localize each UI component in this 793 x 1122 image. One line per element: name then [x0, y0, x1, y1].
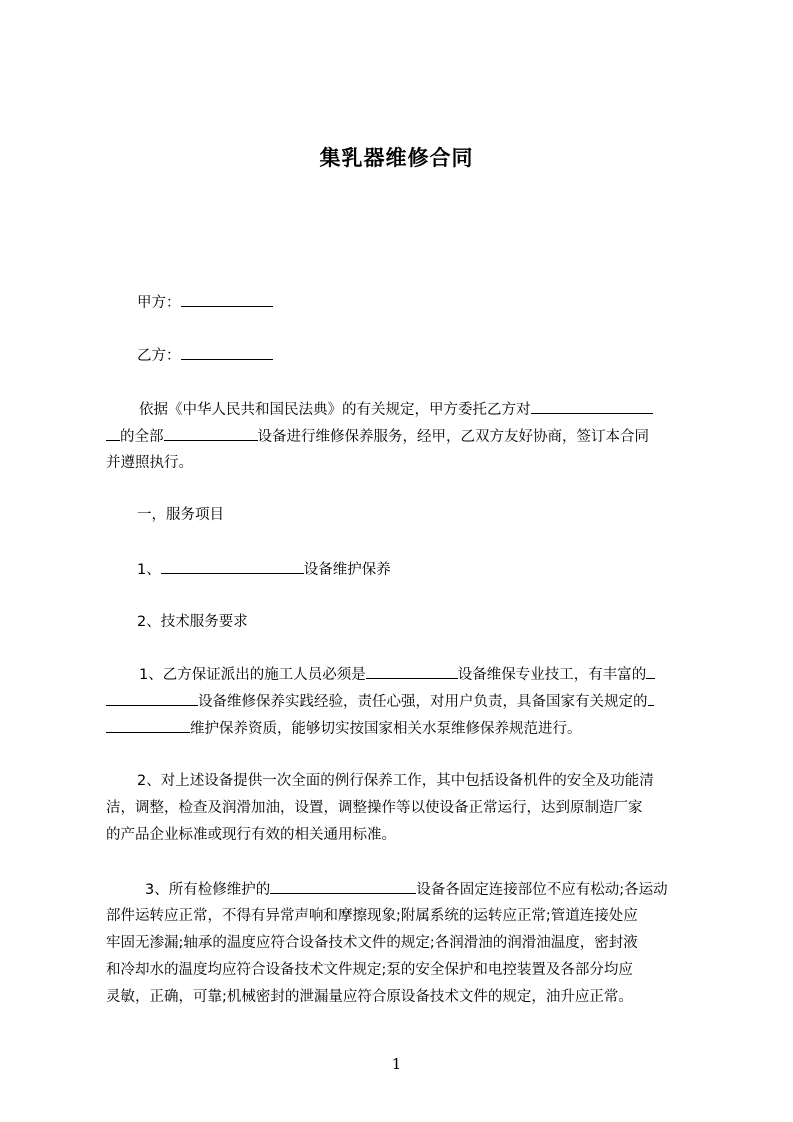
- req-1-text-4: 维护保养资质，能够切实按国家相关水泵维修保养规范进行。: [190, 721, 582, 737]
- req-1-line-1: [139, 664, 655, 685]
- party-a-label: 甲方：: [137, 295, 181, 311]
- req-3-line-1: [145, 879, 668, 900]
- item-1-blank: [161, 559, 304, 574]
- req-1-line-2: [106, 691, 654, 712]
- req-3-text-2: 设备各固定连接部位不应有松动;各运动: [416, 882, 668, 898]
- item-2-heading: 2、技术服务要求: [137, 614, 248, 630]
- intro-text-3: 设备进行维修保养服务，经甲，乙双方友好协商，签订本合同: [257, 429, 649, 445]
- party-b-line: [137, 345, 273, 366]
- req-1-blank-2: [646, 664, 655, 679]
- intro-text-2: 的全部: [120, 429, 164, 445]
- party-a-line: [137, 292, 273, 313]
- party-a-blank: [181, 292, 273, 307]
- intro-blank-1: [531, 399, 653, 414]
- item-1-prefix: 1、: [137, 562, 161, 578]
- req-1-blank-1: [366, 664, 458, 679]
- intro-text-1: 依据《中华人民共和国民法典》的有关规定，甲方委托乙方对: [139, 402, 531, 418]
- req-2-line-2: 洁，调整，检查及润滑加油，设置，调整操作等以使设备正常运行，达到原制造厂家: [106, 800, 643, 816]
- intro-blank-1-cont: [106, 426, 120, 441]
- section-heading-1: 一，服务项目: [137, 507, 224, 523]
- intro-text-4: 并遵照执行。: [106, 455, 193, 471]
- req-1-blank-3: [648, 691, 654, 706]
- intro-line-1: [139, 399, 653, 420]
- item-1-line: [137, 559, 391, 580]
- req-3-line-3: 牢固无渗漏;轴承的温度应符合设备技术文件的规定;各润滑油的润滑油温度，密封液: [106, 935, 638, 951]
- party-b-label: 乙方：: [137, 348, 181, 364]
- req-1-line-3: [106, 718, 582, 739]
- intro-blank-2: [164, 426, 258, 441]
- intro-line-2: [106, 426, 698, 447]
- document-title: 集乳器维修合同: [319, 146, 474, 170]
- req-1-blank-3-cont: [106, 718, 190, 733]
- party-b-blank: [181, 345, 273, 360]
- req-2-line-1: 2、对上述设备提供一次全面的例行保养工作，其中包括设备机件的安全及功能清: [137, 773, 654, 789]
- req-1-text-1: 1、乙方保证派出的施工人员必须是: [139, 667, 366, 683]
- req-3-text-1: 3、所有检修维护的: [145, 882, 271, 898]
- item-1-suffix: 设备维护保养: [303, 562, 391, 578]
- req-3-line-5: 灵敏，正确，可靠;机械密封的泄漏量应符合原设备技术文件的规定，油升应正常。: [106, 989, 633, 1005]
- intro-line-3: [106, 453, 193, 473]
- req-1-blank-2-cont: [106, 691, 198, 706]
- req-1-text-3: 设备维修保养实践经验，责任心强，对用户负责，具备国家有关规定的: [198, 694, 648, 710]
- req-3-blank-1: [270, 879, 416, 894]
- page-number: 1: [391, 1055, 402, 1073]
- req-2-line-3: 的产品企业标准或现行有效的相关通用标准。: [106, 827, 396, 843]
- req-1-text-2: 设备维保专业技工，有丰富的: [457, 667, 647, 683]
- req-3-line-2: 部件运转应正常，不得有异常声响和摩擦现象;附属系统的运转应正常;管道连接处应: [106, 908, 638, 924]
- req-3-line-4: 和冷却水的温度均应符合设备技术文件规定;泵的安全保护和电控装置及各部分均应: [106, 962, 633, 978]
